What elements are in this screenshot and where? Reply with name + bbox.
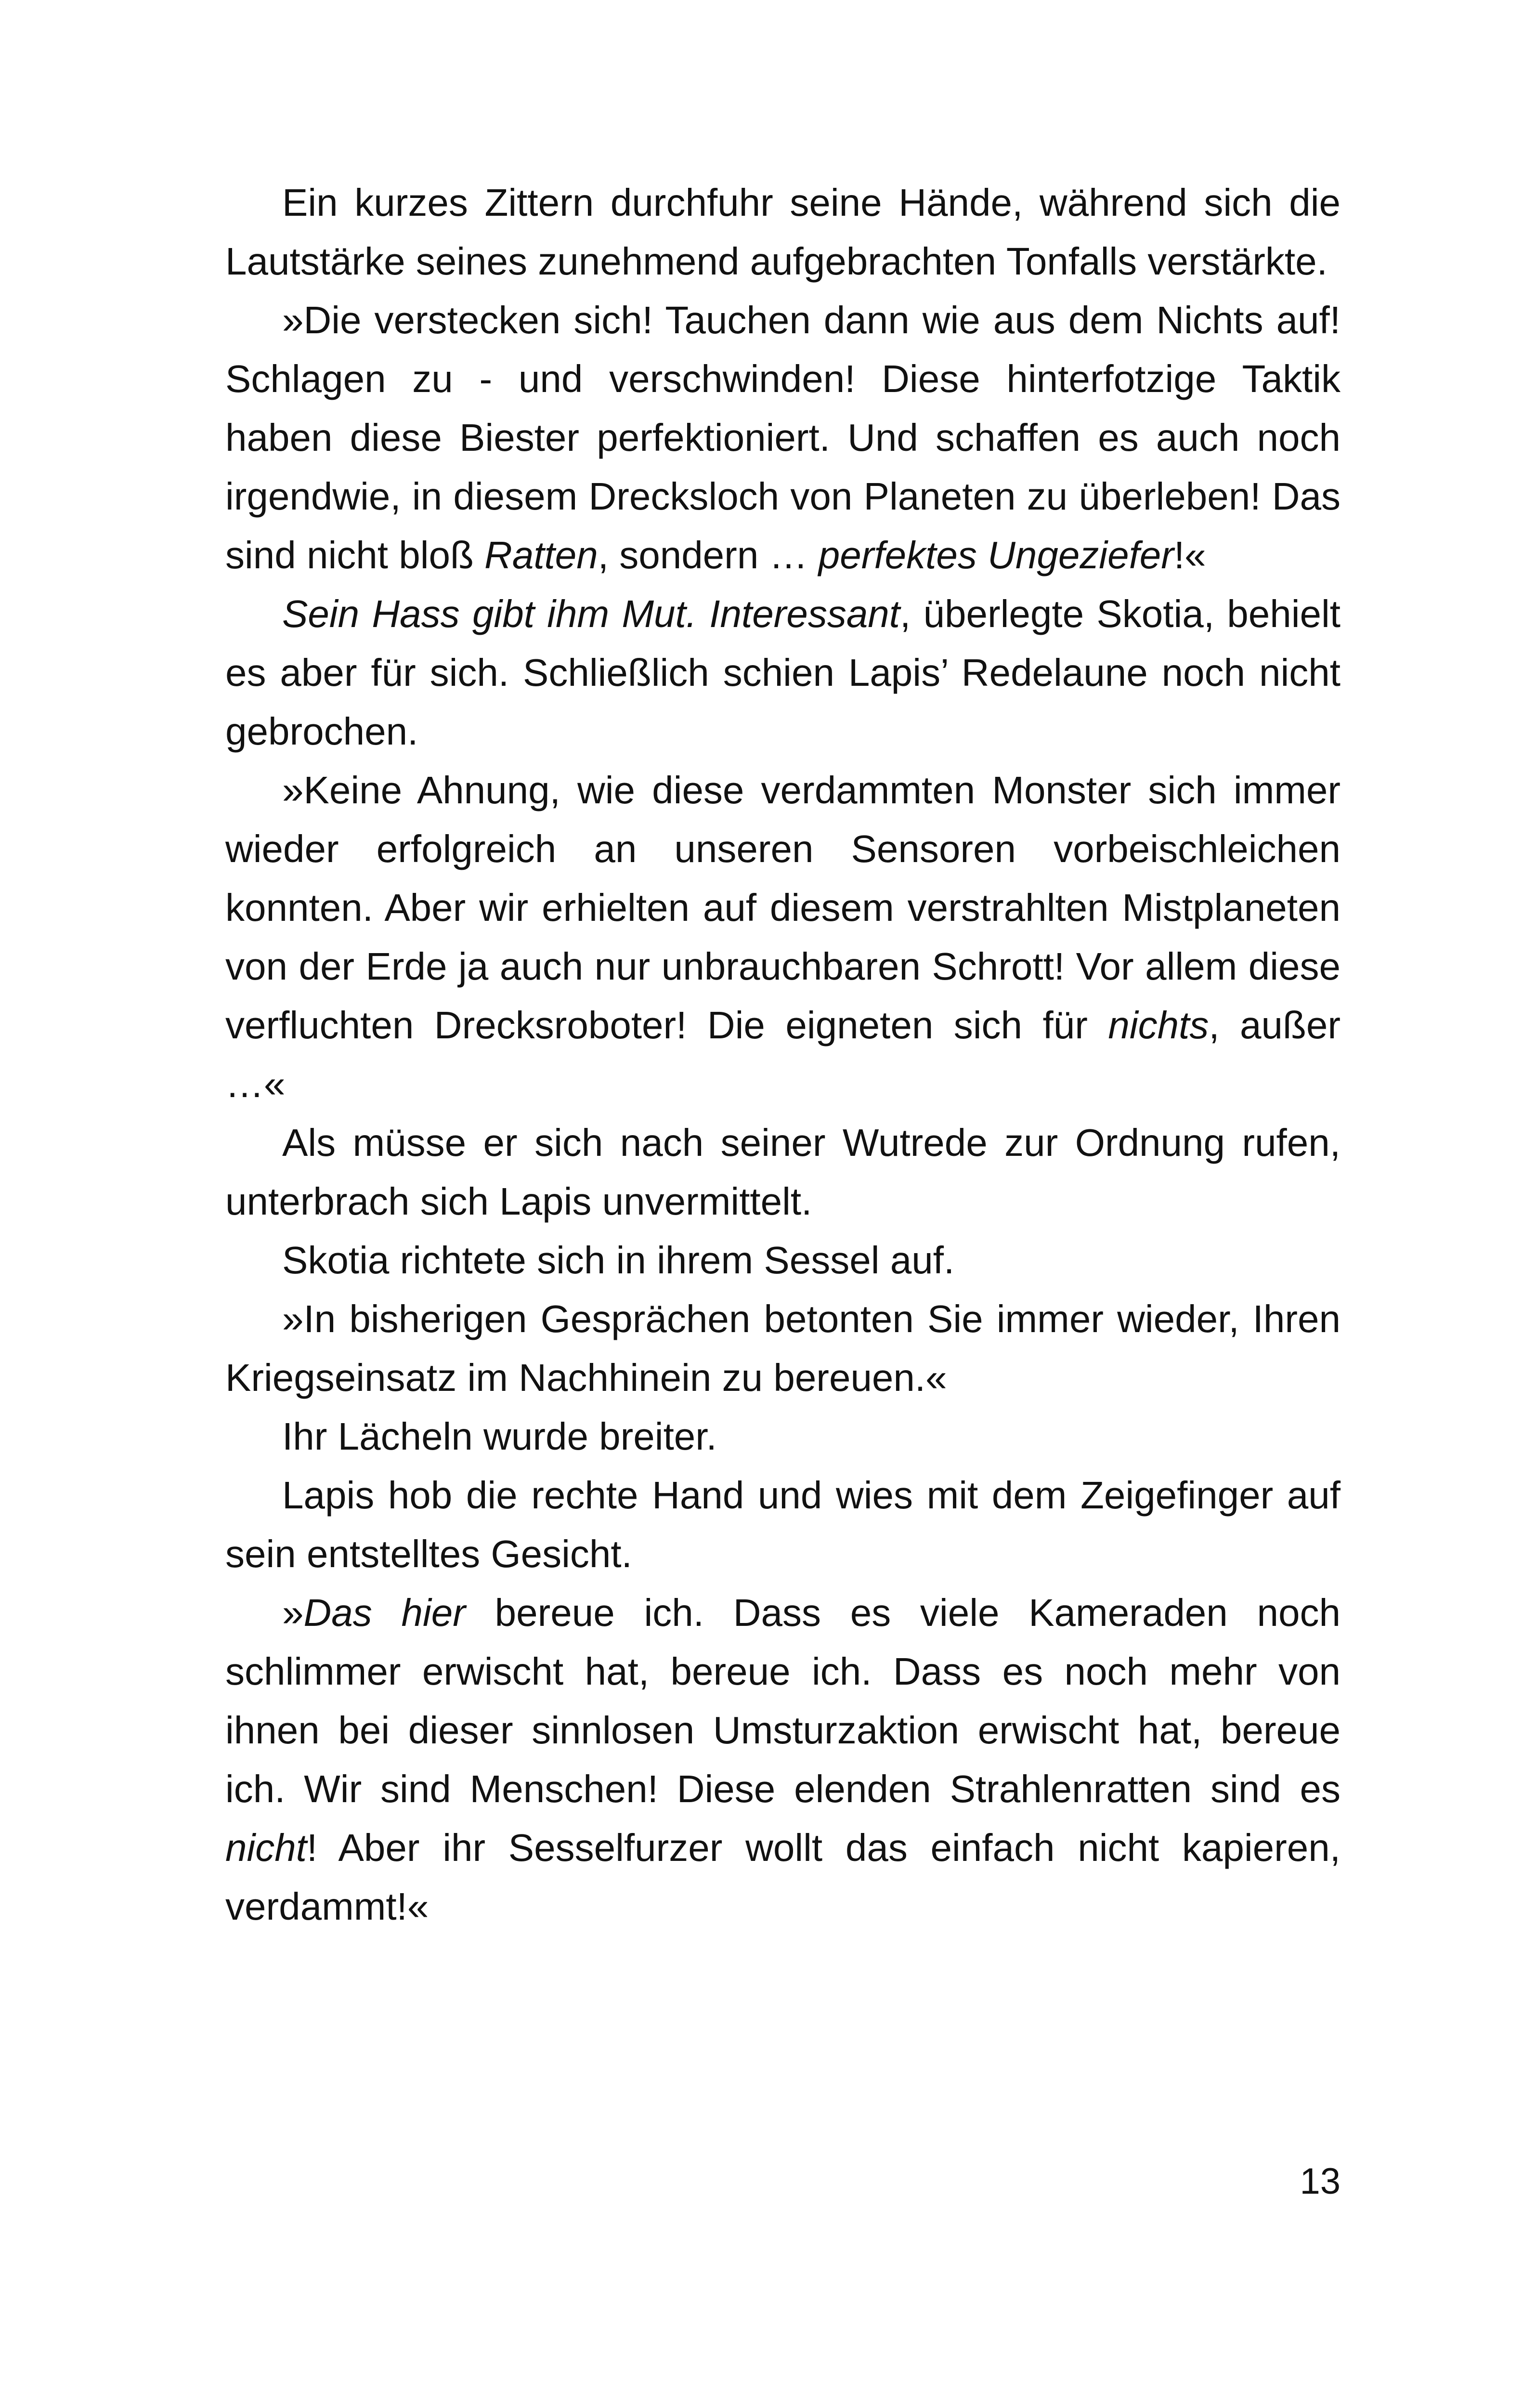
paragraph	[225, 1231, 1341, 1290]
body-text	[225, 173, 1341, 1936]
text-segment: Lapis hob die rechte Hand und wies mit dem Zeigefinger auf sein entstelltes Gesicht.	[225, 1474, 1341, 1575]
text-segment: , sondern …	[598, 534, 819, 576]
text-segment: Ein kurzes Zittern durchfuhr seine Hände, während sich die Lautstärke seines zunehmend aufgebrachten Tonfalls verstärkte.	[225, 181, 1341, 283]
paragraph	[225, 1290, 1341, 1407]
text-segment: »In bisherigen Gesprächen betonten Sie immer wieder, Ihren Kriegseinsatz im Nachhinein zu bereuen.«	[225, 1297, 1341, 1399]
italic-text-segment: perfektes Ungeziefer	[818, 534, 1174, 576]
text-segment: Als müsse er sich nach seiner Wutrede zur Ordnung rufen, unterbrach sich Lapis unvermittelt.	[225, 1121, 1341, 1223]
text-segment: »	[282, 1591, 304, 1634]
text-segment: bereue ich. Dass es viele Kameraden noch schlimmer erwischt hat, bereue ich. Dass es noch mehr von ihnen bei dieser sinnlosen Umsturzaktion erwischt hat, bereue ich. Wir sind Menschen! Diese elenden Strahlenratten sind es	[225, 1591, 1341, 1810]
paragraph	[225, 585, 1341, 761]
paragraph	[225, 1466, 1341, 1584]
text-segment: »Keine Ahnung, wie diese verdammten Monster sich immer wieder erfolgreich an unseren Sensoren vorbeischleichen konnten. Aber wir erhielten auf diesem verstrahlten Mistplaneten von der Erde ja auch nur unbrauchbaren Schrott! Vor allem diese verfluchten Drecksroboter! Die eigneten sich für	[225, 769, 1341, 1047]
paragraph	[225, 291, 1341, 585]
italic-text-segment: Sein Hass gibt ihm Mut. Interessant	[282, 592, 900, 635]
italic-text-segment: nichts	[1108, 1004, 1209, 1047]
paragraph	[225, 1113, 1341, 1231]
paragraph	[225, 173, 1341, 291]
italic-text-segment: Ratten	[484, 534, 598, 576]
text-segment: , überlegte Skotia, behielt es aber für sich. Schließlich schien Lapis’ Redelaune noch nicht gebrochen.	[225, 592, 1341, 753]
text-segment: »Die verstecken sich! Tauchen dann wie aus dem Nichts auf! Schlagen zu - und verschwinden! Diese hinterfotzige Taktik haben diese Biester perfektioniert. Und schaffen es auch noch irgendwie, in diesem Drecksloch von Planeten zu überleben! Das sind nicht bloß	[225, 299, 1341, 576]
paragraph	[225, 1584, 1341, 1936]
text-segment: Ihr Lächeln wurde breiter.	[282, 1415, 717, 1458]
paragraph	[225, 761, 1341, 1113]
italic-text-segment: Das hier	[303, 1591, 466, 1634]
text-segment: , außer …«	[225, 1004, 1341, 1105]
page-number: 13	[1300, 2161, 1341, 2202]
text-segment: !«	[1173, 534, 1206, 576]
text-segment: Skotia richtete sich in ihrem Sessel auf.	[282, 1239, 955, 1282]
paragraph	[225, 1407, 1341, 1466]
text-segment: ! Aber ihr Sesselfurzer wollt das einfach nicht kapieren, verdammt!«	[225, 1826, 1341, 1928]
italic-text-segment: nicht	[225, 1826, 307, 1869]
